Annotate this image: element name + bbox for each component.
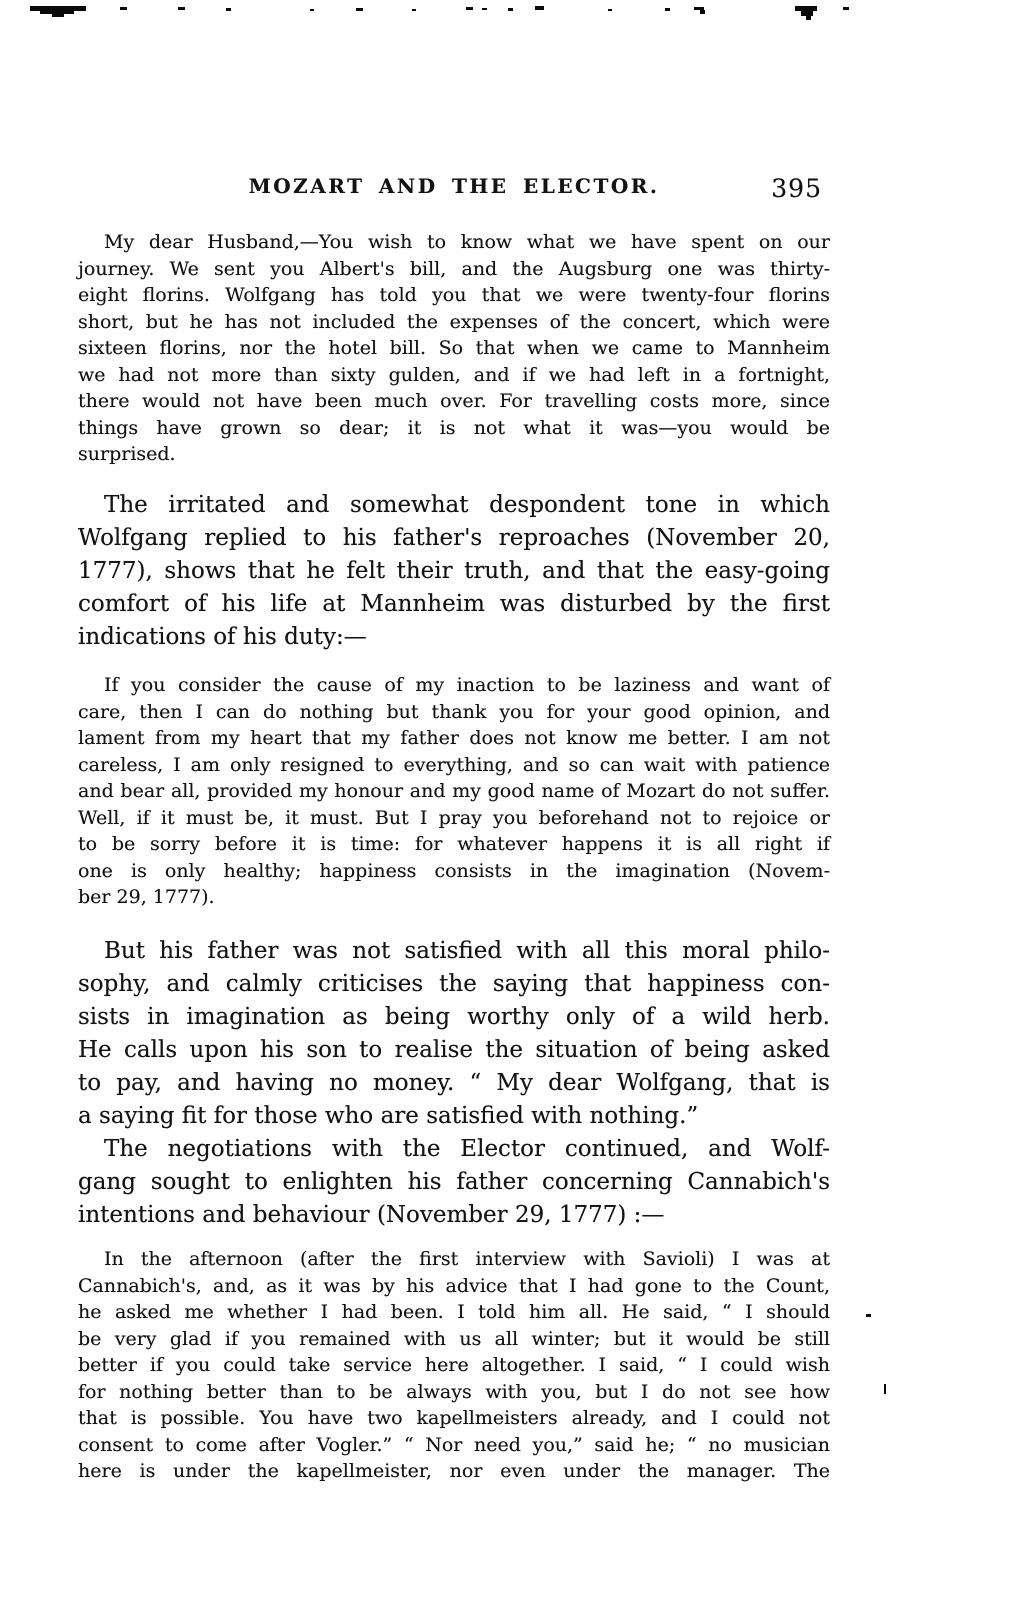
- text-line: The negotiations with the Elector continued, and Wolf-: [104, 1136, 830, 1162]
- text-line: care, then I can do nothing but thank you for your good opinion, and: [78, 700, 830, 723]
- text-line: and bear all, provided my honour and my good name of Mozart do not suffer.: [78, 780, 830, 802]
- text-line: He calls upon his son to realise the situation of being asked: [78, 1037, 830, 1063]
- text-line: here is under the kapellmeister, nor even under the manager. The: [78, 1460, 830, 1482]
- text-line: sixteen florins, nor the hotel bill. So that when we came to Mannheim: [78, 337, 830, 359]
- text-line: to be sorry before it is time: for whatever happens it is all right if: [78, 833, 830, 855]
- text-line: there would not have been much over. For travelling costs more, since: [78, 390, 830, 412]
- text-line: sophy, and calmly criticises the saying that happiness con-: [78, 971, 830, 997]
- text-line: In the afternoon (after the first interview with Savioli) I was at: [104, 1248, 830, 1270]
- text-line: Well, if it must be, it must. But I pray you beforehand not to rejoice or: [78, 806, 830, 829]
- text-line: Cannabich's, and, as it was by his advice that I had gone to the Count,: [78, 1274, 830, 1297]
- text-line: comfort of his life at Mannheim was disturbed by the first: [78, 591, 830, 617]
- text-line: careless, I am only resigned to everything, and so can wait with patience: [78, 753, 830, 776]
- text-line: indications of his duty:—: [78, 624, 367, 650]
- text-line: gang sought to enlighten his father concerning Cannabich's: [78, 1169, 830, 1195]
- text-line: The irritated and somewhat despondent tone in which: [104, 492, 830, 518]
- narrative-paragraph-2: [78, 935, 830, 1133]
- text-line: a saying fit for those who are satisfied with nothing.”: [78, 1103, 699, 1129]
- text-line: we had not more than sixty gulden, and if we had left in a fortnight,: [78, 363, 830, 386]
- letter-excerpt-mother: [78, 229, 830, 468]
- text-line: one is only healthy; happiness consists in the imagination (Novem-: [78, 859, 830, 882]
- text-line: short, but he has not included the expenses of the concert, which were: [78, 310, 830, 333]
- text-line: he asked me whether I had been. I told him all. He said, “ I should: [78, 1301, 830, 1323]
- text-line: journey. We sent you Albert's bill, and the Augsburg one was thirty-: [78, 257, 830, 280]
- text-line: ber 29, 1777).: [78, 886, 215, 908]
- letter-excerpt-cannabich: [78, 1246, 830, 1485]
- text-line: sists in imagination as being worthy only of a wild herb.: [78, 1004, 830, 1030]
- text-line: But his father was not satisfied with all this moral philo-: [104, 938, 830, 964]
- text-line: better if you could take service here altogether. I said, “ I could wish: [78, 1354, 830, 1376]
- text-line: that is possible. You have two kapellmeisters already, and I could not: [78, 1407, 830, 1429]
- text-line: things have grown so dear; it is not what it was—you would be: [78, 416, 830, 439]
- text-column: [78, 0, 830, 1600]
- text-line: for nothing better than to be always with you, but I do not see how: [78, 1380, 830, 1403]
- page-header: [78, 174, 830, 198]
- text-line: Wolfgang replied to his father's reproaches (November 20,: [78, 525, 830, 551]
- letter-excerpt-wolfgang: [78, 672, 830, 911]
- text-line: surprised.: [78, 443, 176, 465]
- text-line: If you consider the cause of my inaction to be laziness and want of: [104, 674, 830, 696]
- text-line: intentions and behaviour (November 29, 1777) :—: [78, 1202, 665, 1228]
- text-line: be very glad if you remained with us all winter; but it would be still: [78, 1327, 830, 1350]
- text-line: My dear Husband,—You wish to know what we have spent on our: [104, 231, 830, 253]
- text-line: lament from my heart that my father does not know me better. I am not: [78, 727, 830, 749]
- text-line: 1777), shows that he felt their truth, and that the easy-going: [78, 558, 830, 584]
- narrative-paragraph-3: [78, 1133, 830, 1232]
- text-line: consent to come after Vogler.” “ Nor need you,” said he; “ no musician: [78, 1433, 830, 1456]
- narrative-paragraph-1: [78, 489, 830, 654]
- running-title: MOZART AND THE ELECTOR.: [248, 174, 660, 198]
- text-line: eight florins. Wolfgang has told you that we were twenty-four florins: [78, 284, 830, 306]
- text-line: to pay, and having no money. “ My dear Wolfgang, that is: [78, 1070, 830, 1096]
- page-number: 395: [771, 174, 822, 203]
